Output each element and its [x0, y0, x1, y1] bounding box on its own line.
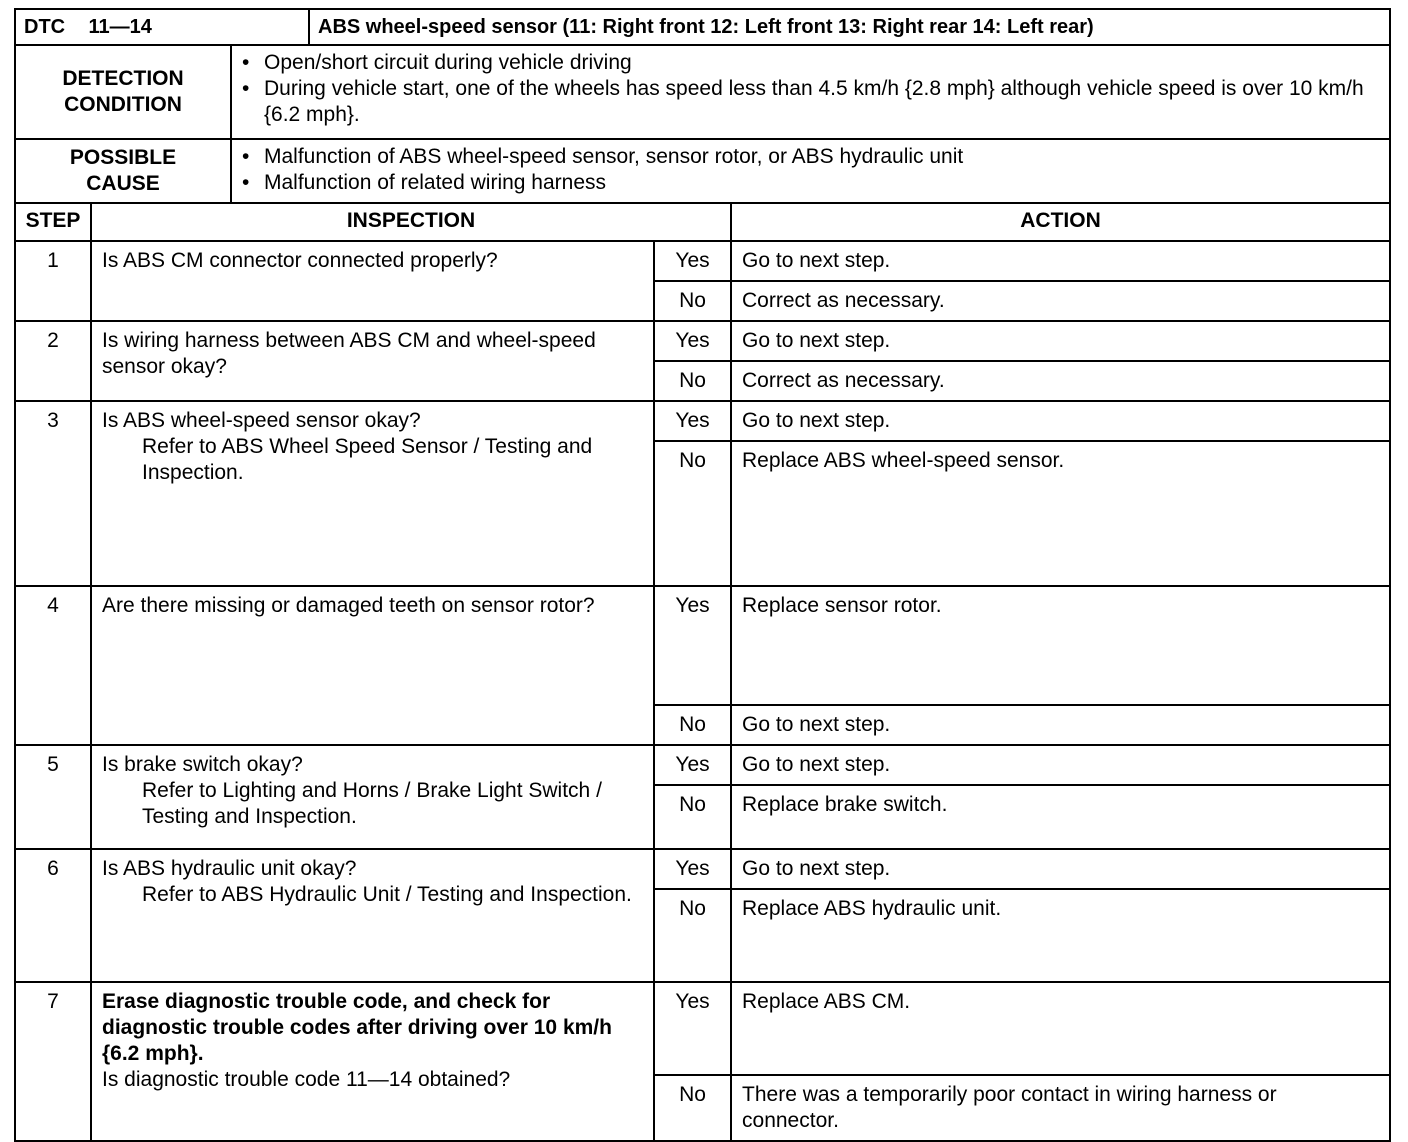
yes-action: Go to next step.	[731, 849, 1390, 889]
table-row	[15, 849, 1390, 889]
inspection-reference: Refer to ABS Wheel Speed Sensor / Testing and Inspection.	[142, 435, 593, 484]
step-number: 3	[15, 401, 91, 586]
column-header-row	[15, 203, 1390, 241]
inspection-cell	[91, 401, 654, 586]
dtc-title-row	[15, 9, 1390, 45]
no-label: No	[654, 785, 731, 849]
cause-list	[232, 144, 1381, 196]
step-number: 5	[15, 745, 91, 849]
step-column-header: STEP	[15, 203, 91, 241]
step-number: 2	[15, 321, 91, 401]
inspection-cell	[91, 982, 654, 1141]
no-action: Replace ABS wheel-speed sensor.	[731, 441, 1390, 586]
yes-label: Yes	[654, 849, 731, 889]
no-action: Replace ABS hydraulic unit.	[731, 889, 1390, 982]
action-column-header: ACTION	[731, 203, 1390, 241]
inspection-table	[14, 202, 1391, 1142]
inspection-question: Is ABS CM connector connected properly?	[102, 249, 498, 272]
dtc-label: DTC	[24, 16, 66, 38]
cause-item: • Malfunction of ABS wheel-speed sensor, sensor rotor, or ABS hydraulic unit	[232, 144, 1381, 170]
dtc-code: 11—14	[88, 16, 152, 38]
inspection-question-2: Is diagnostic trouble code 11—14 obtained?	[102, 1068, 511, 1091]
yes-label: Yes	[654, 241, 731, 281]
step-number: 6	[15, 849, 91, 982]
yes-label: Yes	[654, 745, 731, 785]
yes-label: Yes	[654, 321, 731, 361]
table-row	[15, 586, 1390, 705]
cause-row	[15, 139, 1390, 203]
no-label: No	[654, 361, 731, 401]
yes-action: Go to next step.	[731, 745, 1390, 785]
yes-label: Yes	[654, 982, 731, 1075]
inspection-question: Erase diagnostic trouble code, and check for diagnostic trouble codes after driving over 10 km/h {6.2 mph}.	[102, 990, 612, 1065]
step-number: 4	[15, 586, 91, 745]
inspection-cell	[91, 849, 654, 982]
yes-action: Replace ABS CM.	[731, 982, 1390, 1075]
table-row	[15, 241, 1390, 281]
dtc-title: ABS wheel-speed sensor (11: Right front 12: Left front 13: Right rear 14: Left rear)	[309, 9, 1390, 45]
yes-action: Go to next step.	[731, 401, 1390, 441]
inspection-question: Is ABS hydraulic unit okay?	[102, 857, 357, 880]
inspection-cell	[91, 586, 654, 745]
inspection-cell	[91, 241, 654, 321]
no-action: Correct as necessary.	[731, 281, 1390, 321]
no-label: No	[654, 889, 731, 982]
inspection-question: Is wiring harness between ABS CM and wheel-speed sensor okay?	[102, 329, 596, 378]
no-label: No	[654, 281, 731, 321]
dtc-header-table	[14, 8, 1391, 204]
cause-label: POSSIBLE CAUSE	[15, 139, 231, 203]
no-label: No	[654, 705, 731, 745]
detection-item: • During vehicle start, one of the wheels has speed less than 4.5 km/h {2.8 mph} although vehicle speed is over 10 km/h {6.2 mph}.	[232, 76, 1381, 128]
dtc-document	[14, 8, 1391, 1142]
yes-label: Yes	[654, 401, 731, 441]
table-row	[15, 401, 1390, 441]
cause-item: • Malfunction of related wiring harness	[232, 170, 1381, 196]
inspection-column-header: INSPECTION	[91, 203, 731, 241]
no-action: Correct as necessary.	[731, 361, 1390, 401]
detection-list	[232, 50, 1381, 128]
inspection-cell	[91, 321, 654, 401]
step-number: 1	[15, 241, 91, 321]
inspection-reference: Refer to ABS Hydraulic Unit / Testing and Inspection.	[142, 883, 632, 906]
no-action: There was a temporarily poor contact in wiring harness or connector.	[731, 1075, 1390, 1141]
yes-action: Go to next step.	[731, 321, 1390, 361]
detection-row	[15, 45, 1390, 139]
table-row	[15, 982, 1390, 1075]
table-row	[15, 321, 1390, 361]
inspection-reference: Refer to Lighting and Horns / Brake Light Switch / Testing and Inspection.	[142, 779, 602, 828]
detection-item: • Open/short circuit during vehicle driving	[232, 50, 1381, 76]
detection-list-cell	[231, 45, 1390, 139]
dtc-code-cell	[15, 9, 309, 45]
step-number: 7	[15, 982, 91, 1141]
no-label: No	[654, 1075, 731, 1141]
table-row	[15, 745, 1390, 785]
inspection-question: Are there missing or damaged teeth on sensor rotor?	[102, 594, 595, 617]
no-action: Go to next step.	[731, 705, 1390, 745]
cause-list-cell	[231, 139, 1390, 203]
no-label: No	[654, 441, 731, 586]
inspection-cell	[91, 745, 654, 849]
no-action: Replace brake switch.	[731, 785, 1390, 849]
yes-action: Go to next step.	[731, 241, 1390, 281]
detection-label: DETECTION CONDITION	[15, 45, 231, 139]
inspection-question: Is brake switch okay?	[102, 753, 303, 776]
yes-action: Replace sensor rotor.	[731, 586, 1390, 705]
inspection-question: Is ABS wheel-speed sensor okay?	[102, 409, 421, 432]
yes-label: Yes	[654, 586, 731, 705]
